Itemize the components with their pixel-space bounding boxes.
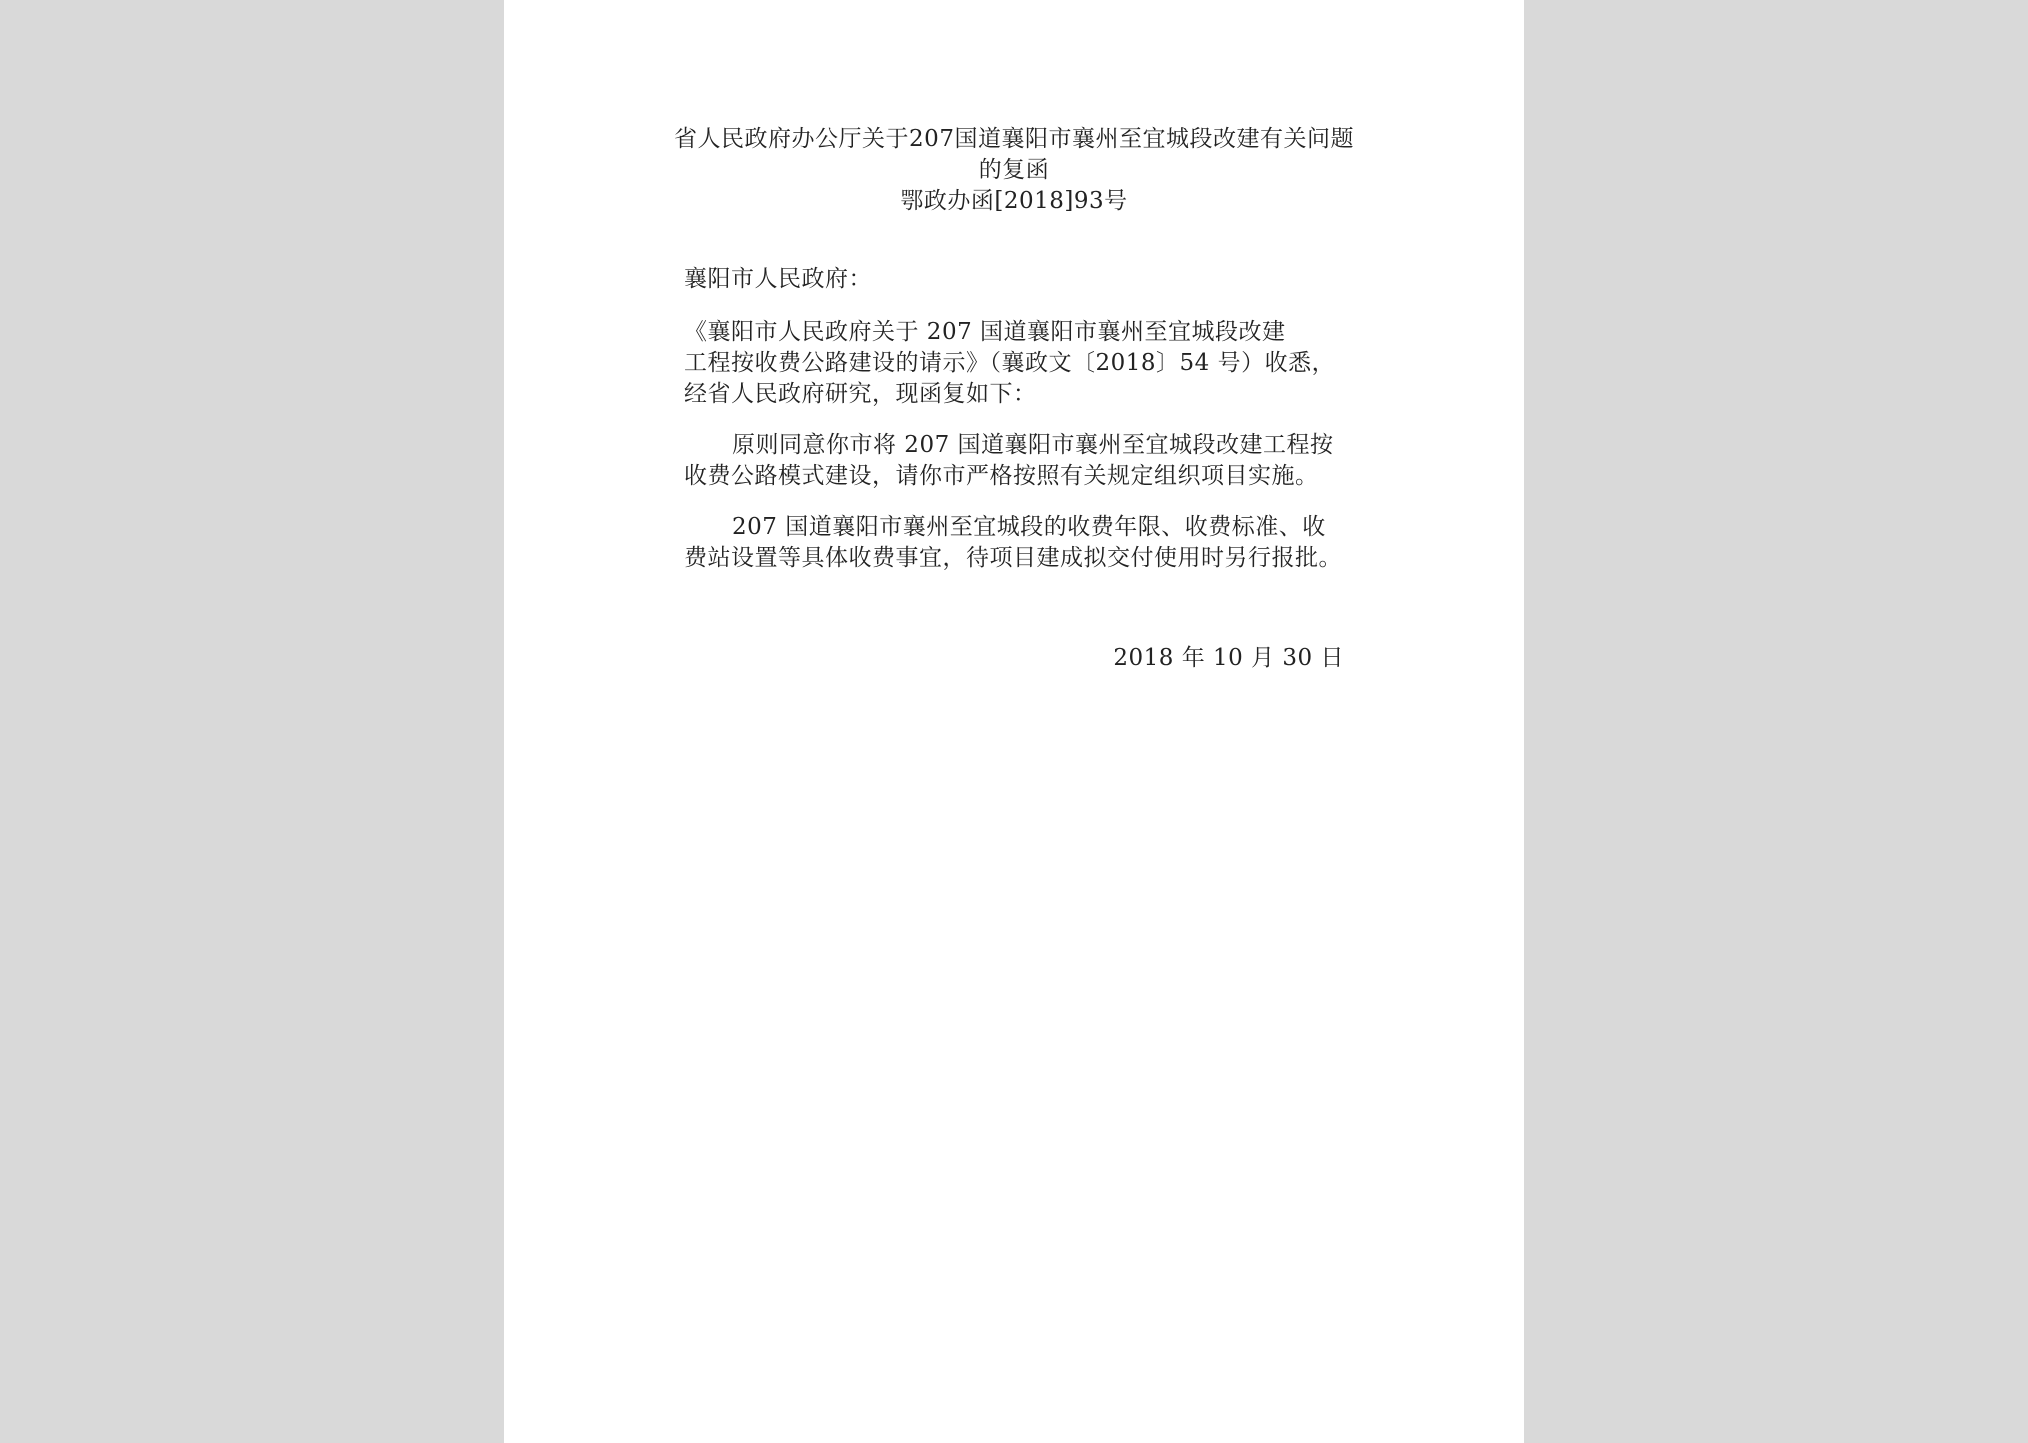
paragraph-2-line-1: 原则同意你市将 207 国道襄阳市襄州至宜城段改建工程按 — [732, 432, 1334, 458]
document-body — [504, 0, 1524, 1443]
salutation: 襄阳市人民政府： — [684, 266, 872, 292]
paragraph-1-line-2: 工程按收费公路建设的请示》（襄政文〔2018〕54 号）收悉， — [684, 350, 1336, 376]
document-number: 鄂政办函[2018]93号 — [900, 188, 1128, 214]
paragraph-1-line-3: 经省人民政府研究，现函复如下： — [684, 381, 1037, 407]
paragraph-3-line-1: 207 国道襄阳市襄州至宜城段的收费年限、收费标准、收 — [732, 514, 1326, 540]
document-page — [504, 0, 1524, 1443]
document-date: 2018 年 10 月 30 日 — [1113, 645, 1344, 671]
paragraph-3-line-2: 费站设置等具体收费事宜，待项目建成拟交付使用时另行报批。 — [684, 545, 1342, 571]
document-title-line-1: 省人民政府办公厅关于207国道襄阳市襄州至宜城段改建有关问题 — [674, 126, 1354, 152]
document-title-line-2: 的复函 — [978, 157, 1050, 183]
paragraph-2-line-2: 收费公路模式建设，请你市严格按照有关规定组织项目实施。 — [684, 463, 1319, 489]
paragraph-1-line-1: 《襄阳市人民政府关于 207 国道襄阳市襄州至宜城段改建 — [684, 319, 1286, 345]
